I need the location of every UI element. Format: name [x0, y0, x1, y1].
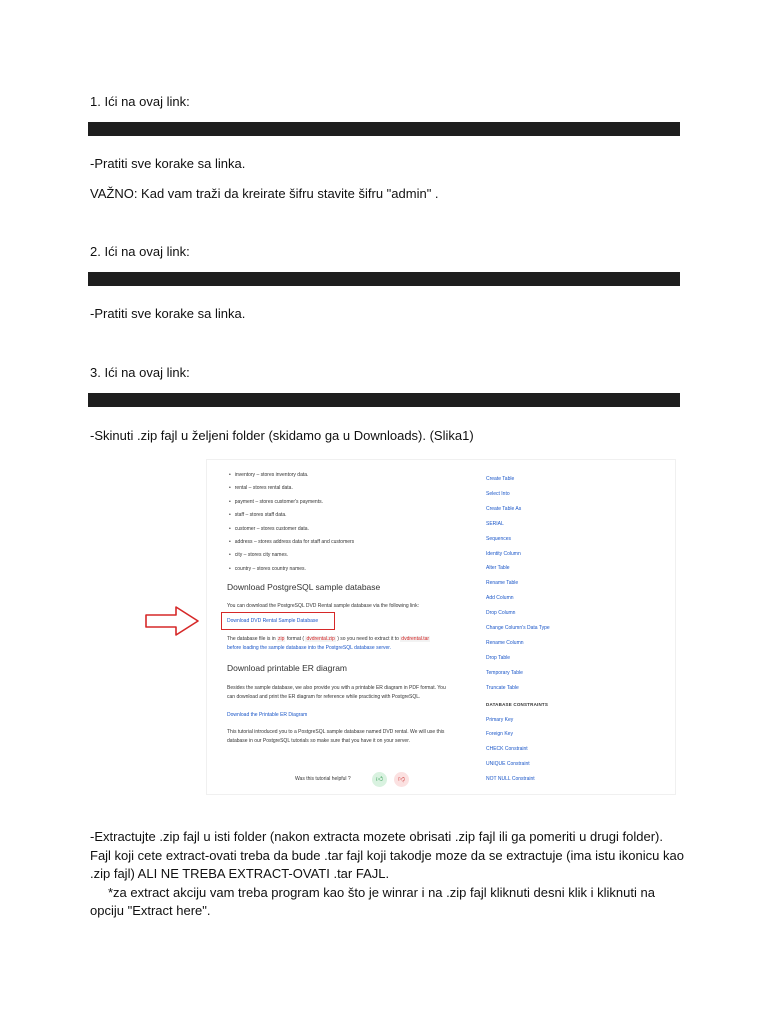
- sidebar-item-foreign-key[interactable]: Foreign Key: [486, 731, 513, 738]
- file-note-line2: before loading the sample database into the PostgreSQL database server.: [227, 645, 392, 651]
- redacted-link-bar-2: [88, 272, 680, 286]
- list-item: • staff – stores staff data.: [229, 509, 354, 522]
- code-dvdrental-tar: dvdrental.tar: [401, 636, 430, 642]
- step1-important-text: VAŽNO: Kad vam traži da kreirate šifru stavite šifru "admin" .: [90, 186, 439, 201]
- download-heading: Download PostgreSQL sample database: [227, 582, 381, 592]
- list-item: • country – stores country names.: [229, 563, 354, 576]
- red-arrow-icon: [144, 605, 200, 637]
- tutorial-screenshot: [206, 459, 676, 795]
- list-item: • inventory – stores inventory data.: [229, 469, 354, 482]
- file-note-text: ) so you need to extract it to: [337, 636, 399, 642]
- list-item: • address – stores address data for staff and customers: [229, 536, 354, 549]
- er-heading: Download printable ER diagram: [227, 663, 348, 673]
- list-item: • city – stores city names.: [229, 549, 354, 562]
- step1-follow-text: -Pratiti sve korake sa linka.: [90, 156, 246, 171]
- sidebar-item-rename-column[interactable]: Rename Column: [486, 639, 524, 646]
- file-note-line1: [227, 635, 430, 644]
- sidebar-item-not-null-constraint[interactable]: NOT NULL Constraint: [486, 776, 535, 783]
- step3-download-text: -Skinuti .zip fajl u željeni folder (skidamo ga u Downloads). (Slika1): [90, 428, 474, 443]
- helpful-question: Was this tutorial helpful ?: [295, 776, 351, 782]
- extract-line: Fajl koji cete extract-ovati treba da bude .tar fajl koji takodje moze da se extractuje (ima istu ikonicu kao: [90, 847, 684, 863]
- redacted-link-bar-3: [88, 393, 680, 407]
- sidebar-item-create-table-as[interactable]: Create Table As: [486, 505, 522, 512]
- sidebar-item-rename-table[interactable]: Rename Table: [486, 580, 519, 587]
- er-para-line1: Besides the sample database, we also provide you with a printable ER diagram in PDF format. You: [227, 685, 446, 691]
- sidebar-item-alter-table[interactable]: Alter Table: [486, 565, 510, 572]
- extract-line: -Extractujte .zip fajl u isti folder (nakon extracta mozete obrisati .zip fajl ili ga pomeriti u drugi folder).: [90, 829, 663, 844]
- outro-line2: database in our PostgreSQL tutorials so make sure that you have it on your server.: [227, 738, 410, 744]
- sidebar-item-drop-table[interactable]: Drop Table: [486, 654, 511, 661]
- er-para-line2: can download and print the ER diagram for reference while practicing with PostgreSQL.: [227, 694, 421, 700]
- sidebar-item-drop-column[interactable]: Drop Column: [486, 610, 516, 617]
- sidebar-item-check-constraint[interactable]: CHECK Constraint: [486, 746, 528, 753]
- sidebar-item-primary-key[interactable]: Primary Key: [486, 716, 514, 723]
- extract-line: .zip fajl) ALI NE TREBA EXTRACT-OVATI .tar FAJL.: [90, 866, 390, 881]
- table-list: [229, 469, 354, 576]
- extract-line: *za extract akciju vam treba program kao što je winrar i na .zip fajl kliknuti desni klik i kliknuti na: [108, 884, 655, 900]
- sidebar-item-create-table[interactable]: Create Table: [486, 476, 515, 482]
- sidebar-item-truncate-table[interactable]: Truncate Table: [486, 684, 519, 691]
- step2-follow-text: -Pratiti sve korake sa linka.: [90, 306, 246, 321]
- extract-instructions: [90, 828, 690, 921]
- sidebar-item-unique-constraint[interactable]: UNIQUE Constraint: [486, 761, 530, 768]
- sidebar-item-serial[interactable]: SERIAL: [486, 520, 504, 527]
- sidebar-heading-constraints: DATABASE CONSTRAINTS: [486, 701, 549, 707]
- sidebar-nav: [486, 472, 550, 787]
- sidebar-item-sequences[interactable]: Sequences: [486, 535, 512, 542]
- step3-title: 3. Ići na ovaj link:: [90, 365, 190, 380]
- thumbs-up-icon[interactable]: 👍︎: [372, 772, 387, 787]
- list-item: • rental – stores rental data.: [229, 482, 354, 495]
- code-dvdrental-zip: dvdrental.zip: [306, 636, 335, 642]
- redacted-link-bar-1: [88, 122, 680, 136]
- download-dvd-rental-link[interactable]: Download DVD Rental Sample Database: [227, 618, 319, 624]
- step2-title: 2. Ići na ovaj link:: [90, 244, 190, 259]
- code-zip: zip: [278, 636, 285, 642]
- step1-title: 1. Ići na ovaj link:: [90, 94, 190, 109]
- extract-line: opciju "Extract here".: [90, 903, 211, 918]
- list-item: • customer – stores customer data.: [229, 523, 354, 536]
- file-note-text: The database file is in: [227, 636, 276, 642]
- outro-line1: This tutorial introduced you to a PostgreSQL sample database named DVD rental. We will use this: [227, 729, 445, 735]
- file-note-text: format (: [286, 636, 305, 642]
- list-item: • payment – stores customer's payments.: [229, 496, 354, 509]
- sidebar-item-temporary-table[interactable]: Temporary Table: [486, 669, 523, 676]
- sidebar-item-change-column-type[interactable]: Change Column's Data Type: [486, 625, 550, 632]
- thumbs-down-icon[interactable]: 👎︎: [394, 772, 409, 787]
- er-diagram-link[interactable]: Download the Printable ER Diagram: [227, 712, 308, 718]
- sidebar-item-identity-column[interactable]: Identity Column: [486, 550, 521, 557]
- sidebar-item-select-into[interactable]: Select Into: [486, 490, 510, 497]
- download-intro: You can download the PostgreSQL DVD Rental sample database via the following link:: [227, 603, 419, 609]
- sidebar-item-add-column[interactable]: Add Column: [486, 595, 514, 602]
